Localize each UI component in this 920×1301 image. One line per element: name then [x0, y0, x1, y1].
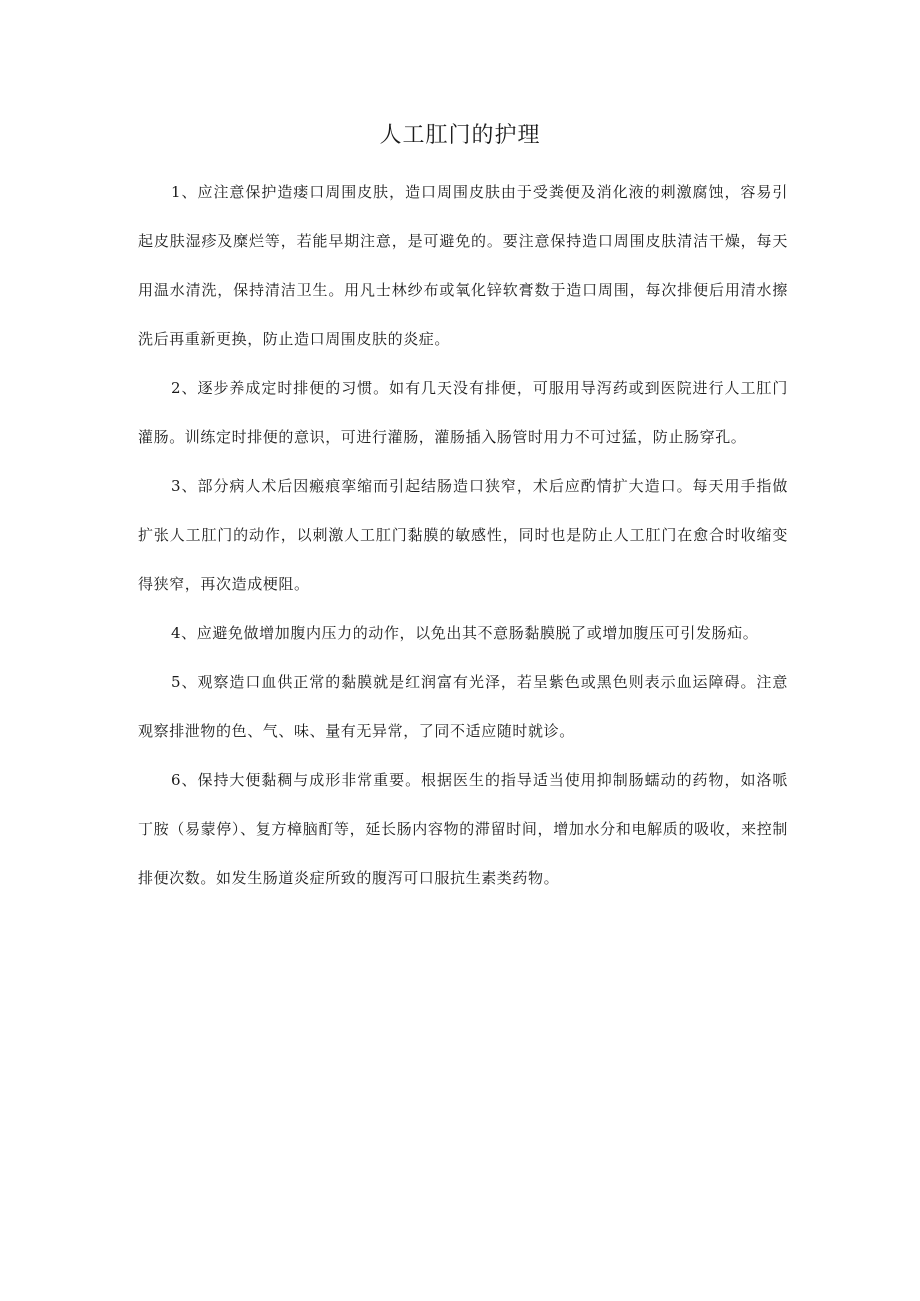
page-title: 人工肛门的护理: [379, 123, 541, 148]
paragraph-3: 3、部分病人术后因瘢痕挛缩而引起结肠造口狭窄，术后应酌情扩大造口。每天用手指做扩张人工肛门的动作，以刺激人工肛门黏膜的敏感性，同时也是防止人工肛门在愈合时收缩变得狭窄，再次造成梗阻。: [138, 477, 788, 593]
paragraph-2: 2、逐步养成定时排便的习惯。如有几天没有排便，可服用导泻药或到医院进行人工肛门灌肠。训练定时排便的意识，可进行灌肠，灌肠插入肠管时用力不可过猛，防止肠穿孔。: [138, 379, 788, 446]
paragraph-1: 1、应注意保护造瘘口周围皮肤，造口周围皮肤由于受粪便及消化液的刺激腐蚀，容易引起皮肤湿疹及糜烂等，若能早期注意，是可避免的。要注意保持造口周围皮肤清洁干燥，每天用温水清洗，保持清洁卫生。用凡士林纱布或氧化锌软膏数于造口周围，每次排便后用清水擦洗后再重新更换，防止造口周围皮肤的炎症。: [138, 183, 788, 348]
document-body: [138, 168, 788, 903]
paragraph-6: 6、保持大便黏稠与成形非常重要。根据医生的指导适当使用抑制肠蠕动的药物，如洛哌丁胺（易蒙停）、复方樟脑酊等，延长肠内容物的滞留时间，增加水分和电解质的吸收，来控制排便次数。如发生肠道炎症所致的腹泻可口服抗生素类药物。: [138, 771, 788, 887]
paragraph-5: 5、观察造口血供正常的黏膜就是红润富有光泽，若呈紫色或黑色则表示血运障碍。注意观察排泄物的色、气、味、量有无异常，了同不适应随时就诊。: [138, 673, 788, 740]
paragraph-4: 4、应避免做增加腹内压力的动作，以免出其不意肠黏膜脱了或增加腹压可引发肠疝。: [171, 624, 759, 642]
